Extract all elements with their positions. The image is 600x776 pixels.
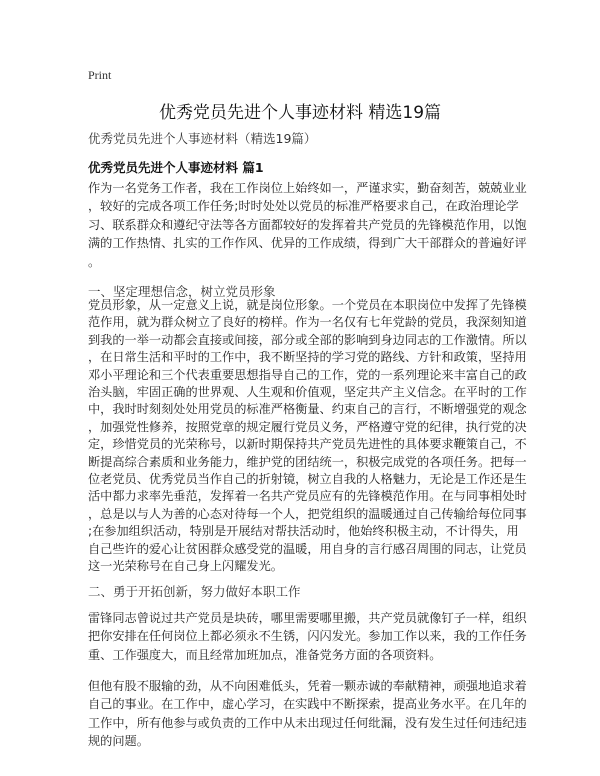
text-line: 治头脑，牢固正确的世界观、人生观和价值观，坚定共产主义信念。在平时的工作 xyxy=(88,385,527,400)
text-line: ，加强党性修养，按照党章的规定履行党员义务，严格遵守党的纪律，执行党的决 xyxy=(88,419,527,434)
text-line: 作为一名党务工作者，我在工作岗位上始终如一，严谨求实，勤奋刻苦，兢兢业业 xyxy=(88,181,527,195)
text-line: ;在参加组织活动，特别是开展结对帮扶活动时，他始终积极主动，不计得失，用 xyxy=(88,524,519,539)
text-line: 满的工作热情、扎实的工作作风、优异的工作成绩，得到广大干部群众的普遍好评 xyxy=(88,236,527,251)
text-line: 规的问题。 xyxy=(88,734,149,749)
text-line: 定，珍惜党员的光荣称号，以新时期保持共产党员先进性的具体要求鞭策自己，不 xyxy=(88,437,527,452)
section-title: 优秀党员先进个人事迹材料 篇1 xyxy=(88,160,264,175)
text-line: ，较好的完成各项工作任务;时时处处以党员的标准严格要求自己，在政治理论学 xyxy=(88,199,519,214)
paragraph-perseverance xyxy=(88,677,527,751)
text-line: 自己些许的爱心让贫困群众感受党的温暖，用自身的言行感召周围的同志，让党员 xyxy=(88,541,527,556)
text-line: ，总是以与人为善的心态对待每一个人，把党组织的温暖通过自己传输给每位同事 xyxy=(88,506,527,521)
paragraph-party-image xyxy=(88,297,527,576)
text-line: 习、联系群众和遵纪守法等各方面都较好的发挥着共产党员的先锋模范作用，以饱 xyxy=(88,217,527,232)
text-line: 位老党员、优秀党员当作自己的折射镜，树立自我的人格魅力，无论是工作还是生 xyxy=(88,472,527,487)
document-subtitle: 优秀党员先进个人事迹材料（精选19篇） xyxy=(88,131,317,146)
text-line: 党员形象，从一定意义上说，就是岗位形象。一个党员在本职岗位中发挥了先锋模 xyxy=(88,298,527,312)
text-line: 中，我时时刻刻处处用党员的标准严格衡量、约束自己的言行，不断增强党的观念 xyxy=(88,402,527,417)
text-line: ，在日常生活和平时的工作中，我不断坚持的学习党的路线、方针和政策，坚持用 xyxy=(88,350,527,365)
heading-two: 二、勇于开拓创新，努力做好本职工作 xyxy=(88,584,301,599)
heading-one: 一、坚定理想信念，树立党员形象 xyxy=(88,284,276,299)
text-line: 雷锋同志曾说过共产党员是块砖，哪里需要哪里搬，共产党员就像钉子一样，组织 xyxy=(88,611,527,625)
text-line: 活中都力求率先垂范，发挥着一名共产党员应有的先锋模范作用。在与同事相处时 xyxy=(88,489,527,504)
text-line: 但他有股不服输的劲，从不向困难低头，凭着一颗赤诚的奉献精神，顽强地追求着 xyxy=(88,679,527,693)
text-line: 。 xyxy=(88,254,101,269)
paragraph-lei-feng xyxy=(88,609,527,664)
text-line: 工作中，所有他参与或负责的工作中从未出现过任何纰漏，没有发生过任何违纪违 xyxy=(88,715,527,730)
text-line: 邓小平理论和三个代表重要思想指导自己的工作，党的一系列理论来丰富自己的政 xyxy=(88,367,527,382)
text-line: 重、工作强度大，而且经常加班加点，准备党务方面的各项资料。 xyxy=(88,647,442,662)
paragraph-intro xyxy=(88,179,527,271)
text-line: 断提高综合素质和业务能力，维护党的团结统一，积极完成党的各项任务。把每一 xyxy=(88,454,527,469)
text-line: 范作用，就为群众树立了良好的榜样。作为一名仅有七年党龄的党员，我深刻知道 xyxy=(88,315,527,330)
text-line: 这一光荣称号在自己身上闪耀发光。 xyxy=(88,559,283,574)
text-line: 把你安排在任何岗位上都必须永不生锈，闪闪发光。参加工作以来，我的工作任务 xyxy=(88,629,527,644)
print-link[interactable]: Print xyxy=(88,68,112,82)
page-title: 优秀党员先进个人事迹材料 精选19篇 xyxy=(158,103,442,123)
text-line: 自己的事业。在工作中，虚心学习，在实践中不断探索，提高业务水平。在几年的 xyxy=(88,697,527,712)
text-line: 到我的一举一动都会直接或间接，部分或全部的影响到身边同志的工作激情。所以 xyxy=(88,332,527,347)
